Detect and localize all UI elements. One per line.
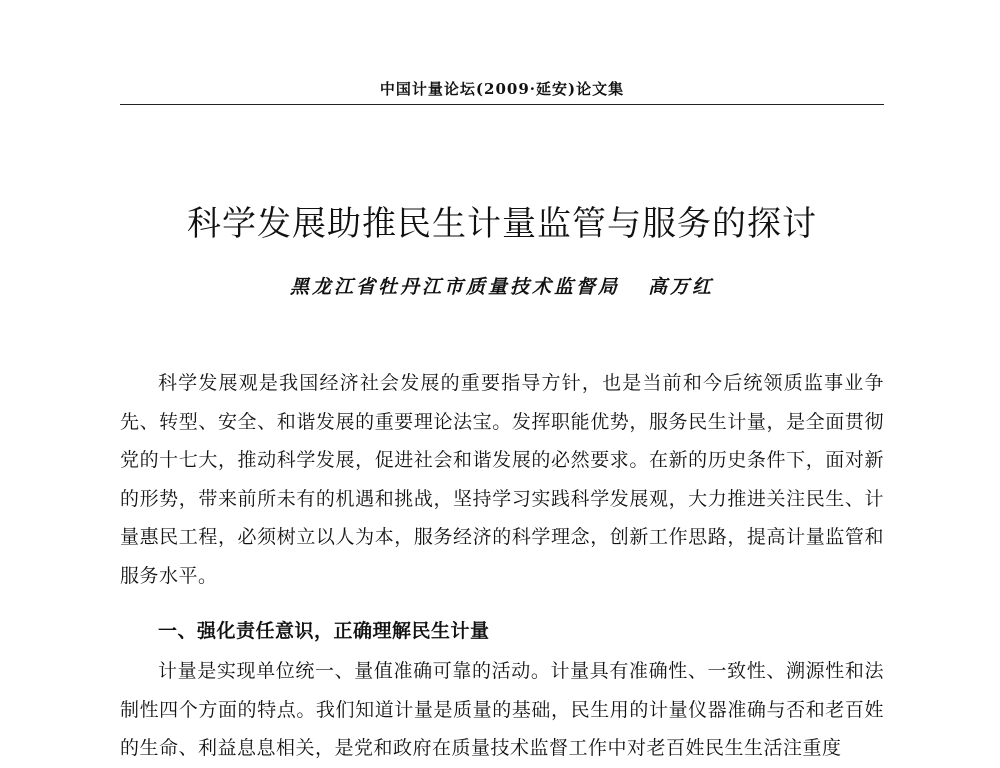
author-name: 高万红 — [648, 276, 715, 298]
paper-title: 科学发展助推民生计量监管与服务的探讨 — [187, 204, 817, 244]
header-rule — [120, 104, 884, 105]
running-header: 中国计量论坛(2009·延安)论文集 — [379, 80, 625, 98]
section-heading: 一、强化责任意识，正确理解民生计量 — [158, 620, 490, 642]
author-affiliation: 黑龙江省牡丹江市质量技术监督局 — [289, 276, 620, 298]
body-paragraph: 计量是实现单位统一、量值准确可靠的活动。计量具有准确性、一致性、溯源性和法制性四个方面的特点。我们知道计量是质量的基础，民生用的计量仪器准确与否和老百姓的生命、利益息息相关，是党和政府在质量技术监督工作中对老百姓民生生活注重度 — [120, 660, 884, 759]
byline — [120, 272, 884, 299]
body-paragraph: 科学发展观是我国经济社会发展的重要指导方针，也是当前和今后统领质监事业争先、转型、安全、和谐发展的重要理论法宝。发挥职能优势，服务民生计量，是全面贯彻党的十七大，推动科学发展，促进社会和谐发展的必然要求。在新的历史条件下，面对新的形势，带来前所未有的机遇和挑战，坚持学习实践科学发展观，大力推进关注民生、计量惠民工程，必须树立以人为本，服务经济的科学理念，创新工作思路，提高计量监管和服务水平。 — [120, 372, 884, 587]
